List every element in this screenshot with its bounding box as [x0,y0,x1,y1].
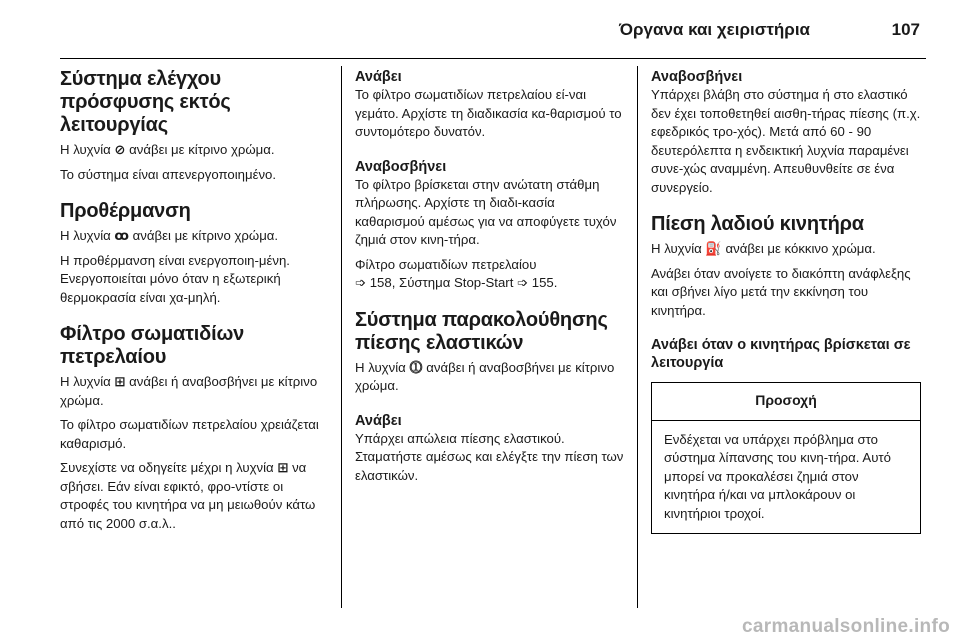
particle-filter-icon: ⊞ [114,374,126,389]
section-traction-off [60,68,330,184]
section-engine-running [651,336,921,534]
paragraph: Υπάρχει απώλεια πίεσης ελαστικού. Σταματήστε αμέσως και ελέγξτε την πίεση των ελαστικών. [355,430,624,483]
column-2 [355,68,625,501]
paragraph: Η λυχνία ⊘ ανάβει με κίτρινο χρώμα. [60,141,330,160]
warning-box [651,382,921,534]
subsection-title: Αναβοσβήνει [651,69,743,85]
glow-plug-icon: ꝏ [114,228,130,243]
reference-arrow-icon: ➩ [517,275,529,290]
traction-off-icon: ⊘ [114,142,126,157]
section-title: Προθέρμανση [60,200,191,222]
warning-title: Προσοχή [652,383,920,421]
section-tyre-flashing [651,68,921,197]
section-diesel-filter [60,323,330,533]
section-preheating [60,200,330,307]
section-title: Σύστημα ελέγχου πρόσφυσης εκτός λειτουργίας [60,68,231,136]
reference-arrow-icon: ➩ [355,275,367,290]
subsection-title: Ανάβει [355,412,402,429]
page-number: 107 [891,20,920,39]
header-title: Όργανα και χειριστήρια [619,20,810,39]
particle-filter-icon: ⊞ [277,460,289,475]
column-3 [651,68,921,534]
section-oil-pressure [651,213,921,320]
paragraph-references: Φίλτρο σωματιδίων πετρελαίου ➩ 158, Σύστημα Stop-Start ➩ 155. [355,256,625,293]
paragraph: Συνεχίστε να οδηγείτε μέχρι η λυχνία ⊞ να σβήσει. Εάν είναι εφικτό, φρο-ντίστε οι στροφές του κινητήρα να μη μειωθούν κάτω από τις 2000 σ.α.λ.. [60,460,316,531]
paragraph: Ανάβει όταν ανοίγετε το διακόπτη ανάφλεξης και σβήνει λίγο μετά την εκκίνηση του κινητήρα. [651,265,911,318]
warning-text: Ενδέχεται να υπάρχει πρόβλημα στο σύστημα λίπανσης του κινη-τήρα. Αυτό μπορεί να προκαλέσει ζημιά στον κινητήρα ή/και να μπλοκάρουν οι κινητήριοι τροχοί. [664,431,891,521]
section-title: Φίλτρο σωματιδίων πετρελαίου [60,323,245,368]
section-flashing [355,158,625,293]
subsection-title: Αναβοσβήνει [355,158,447,175]
paragraph: Το φίλτρο σωματιδίων πετρελαίου εί-ναι γεμάτο. Αρχίστε τη διαδικασία κα-θαρισμού το συντομότερο δυνατόν. [355,87,622,139]
section-title: Πίεση λαδιού κινητήρα [651,213,864,235]
paragraph: Η λυχνία ⛽ ανάβει με κόκκινο χρώμα. [651,240,921,259]
column-divider-2 [637,66,638,608]
watermark: carmanualsonline.info [742,616,950,637]
paragraph: Το σύστημα είναι απενεργοποιημένο. [60,166,277,182]
oil-can-icon: ⛽ [705,241,722,256]
paragraph: Η λυχνία ⓵ ανάβει ή αναβοσβήνει με κίτρινο χρώμα. [355,359,615,393]
paragraph: Το φίλτρο βρίσκεται στην ανώτατη στάθμη πλήρωσης. Αρχίστε τη διαδι-κασία καθαρισμού αμέσως για να αποφύγετε τυχόν ζημιά στον κινη-τήρα. [355,176,617,247]
section-tyre-lit [355,412,625,486]
paragraph: Το φίλτρο σωματιδίων πετρελαίου χρειάζεται καθαρισμό. [60,417,319,451]
section-title: Σύστημα παρακολούθησης πίεσης ελαστικών [355,308,608,354]
paragraph: Η λυχνία ꝏ ανάβει με κίτρινο χρώμα. [60,227,330,246]
column-1 [60,68,330,549]
tyre-pressure-icon: ⓵ [409,359,423,375]
subsection-title: Ανάβει όταν ο κινητήρας βρίσκεται σε λειτουργία [651,337,911,371]
paragraph: Υπάρχει βλάβη στο σύστημα ή στο ελαστικό δεν έχει τοποθετηθεί αισθη-τήρας πίεσης (π.χ. εφεδρικός τρο-χός). Μετά από 60 - 90 δευτερόλεπτα η ενδεικτική λυχνία παραμένει συνε-χώς αναμμένη. Απευθυνθείτε σε ένα συνεργείο. [651,87,921,195]
section-lit [355,68,625,142]
paragraph: Η λυχνία ⊞ ανάβει ή αναβοσβήνει με κίτρινο χρώμα. [60,374,318,408]
section-tyre-pressure [355,309,625,396]
subsection-title: Ανάβει [355,69,402,85]
header-rule [60,58,926,59]
column-divider-1 [341,66,342,608]
paragraph: Η προθέρμανση είναι ενεργοποιη-μένη. Ενεργοποιείται μόνο όταν η εξωτερική θερμοκρασία είναι χα-μηλή. [60,252,290,305]
